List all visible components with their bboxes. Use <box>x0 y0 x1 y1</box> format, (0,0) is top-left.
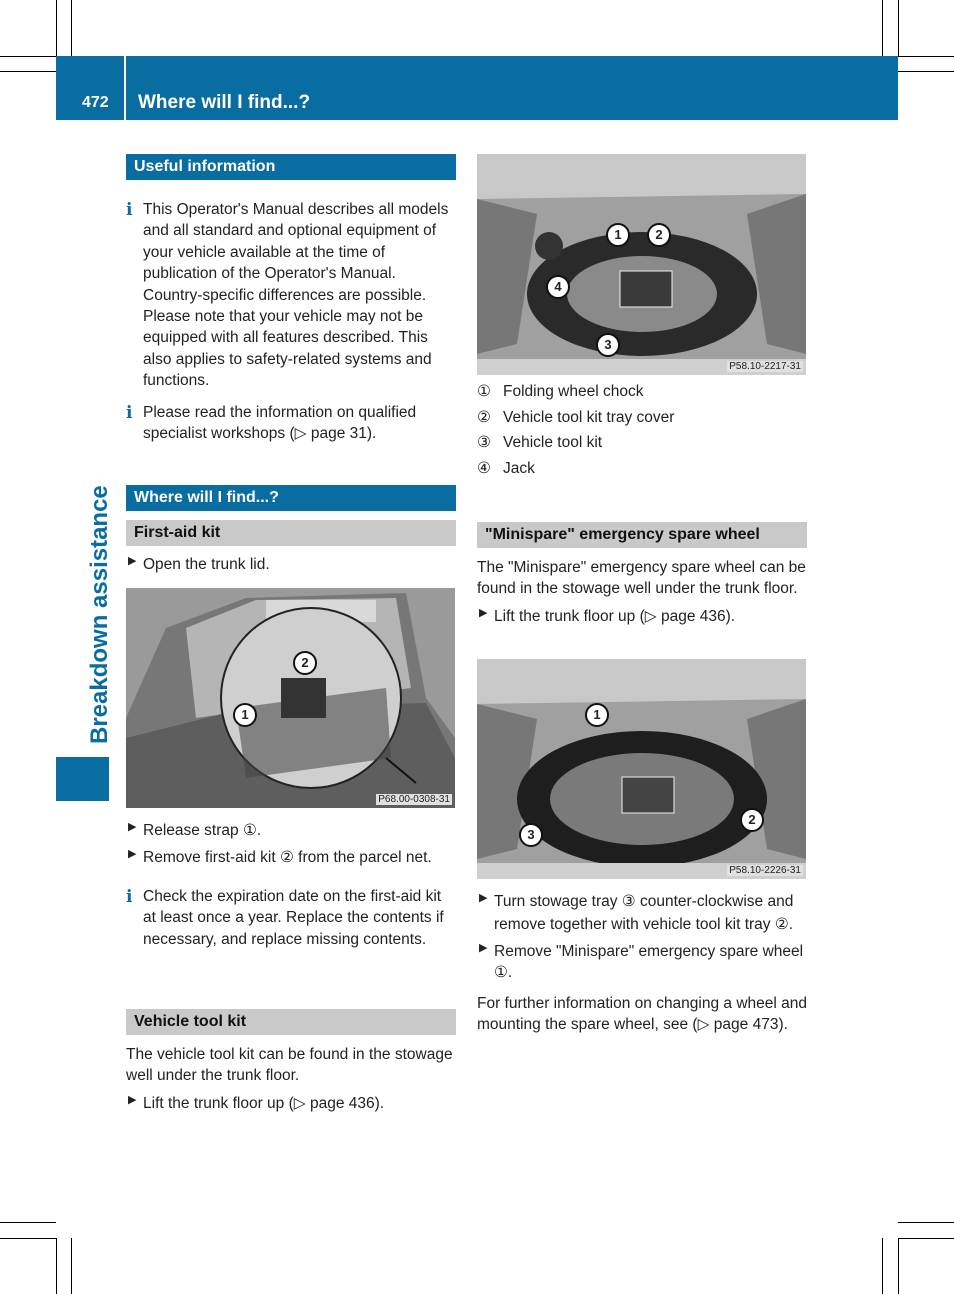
step-arrow-icon: ▶ <box>479 606 488 619</box>
firstaid-steps <box>126 820 456 950</box>
step-item <box>126 554 456 575</box>
crop-mark <box>898 71 954 72</box>
toolkit-legend <box>477 381 807 483</box>
info-text: This Operator's Manual describes all models and all standard and optional equipment of your vehicle available at the time of publication of the Operator's Manual. Country-specific differences are possible. Please note that your vehicle may not be equipped with all features described. This also applies to safety-related systems and functions. <box>143 201 449 390</box>
page-number: 472 <box>82 94 109 111</box>
step-item <box>477 891 807 936</box>
step-arrow-icon: ▶ <box>479 942 488 954</box>
image-code: P68.00-0308-31 <box>378 794 450 805</box>
spare-wheel-photo <box>477 659 806 879</box>
legend-item <box>477 458 807 479</box>
step-arrow-icon: ▶ <box>479 892 488 904</box>
crop-mark <box>71 0 72 56</box>
minispare-heading: "Minispare" emergency spare wheel <box>477 522 807 548</box>
legend-item <box>477 407 807 428</box>
crop-mark <box>56 1238 57 1294</box>
info-icon: i <box>126 200 133 220</box>
further-info-text: For further information on changing a wheel and mounting the spare wheel, see (▷ page 473). <box>477 994 808 1034</box>
step-text: Lift the trunk floor up (▷ page 436). <box>494 607 736 625</box>
where-heading: Where will I find...? <box>126 485 456 511</box>
legend-number: ③ <box>477 434 491 451</box>
callout-4: 4 <box>546 275 570 299</box>
step-text: Turn stowage tray ③ counter-clockwise and remove together with vehicle tool kit tray ②. <box>494 893 794 933</box>
legend-text: Vehicle tool kit tray cover <box>503 408 675 426</box>
step-arrow-icon: ▶ <box>128 821 137 833</box>
crop-mark <box>898 1222 954 1223</box>
callout-1: 1 <box>585 703 609 727</box>
callout-3: 3 <box>596 333 620 357</box>
crop-mark <box>898 56 954 57</box>
step-item <box>126 1093 456 1114</box>
step-text: Release strap ①. <box>143 822 262 839</box>
minispare-text: The "Minispare" emergency spare wheel can be found in the stowage well under the trunk floor. <box>477 559 806 598</box>
crop-mark <box>0 56 56 57</box>
step-item <box>477 606 807 627</box>
info-note <box>126 886 456 950</box>
trunk-photo <box>126 588 455 808</box>
step-arrow-icon: ▶ <box>128 848 137 861</box>
page-header <box>56 56 898 120</box>
useful-info-heading: Useful information <box>126 154 456 180</box>
step-text: Remove "Minispare" emergency spare wheel ①. <box>494 943 804 982</box>
info-text: Please read the information on qualified specialist workshops (▷ page 31). <box>143 403 417 443</box>
callout-2: 2 <box>647 223 671 247</box>
step-text: Lift the trunk floor up (▷ page 436). <box>143 1094 385 1112</box>
crop-mark <box>71 1238 72 1294</box>
section-tab <box>56 757 109 801</box>
legend-text: Folding wheel chock <box>503 383 644 400</box>
toolkit-photo <box>477 154 806 375</box>
toolkit-illustration <box>477 154 806 375</box>
callout-2: 2 <box>293 651 317 675</box>
toolkit-text: The vehicle tool kit can be found in the stowage well under the trunk floor. <box>126 1046 453 1085</box>
legend-text: Jack <box>503 459 535 477</box>
legend-number: ④ <box>477 459 491 477</box>
info-note <box>126 199 456 392</box>
legend-item <box>477 381 807 402</box>
minispare-section <box>477 522 807 627</box>
trunk-illustration <box>126 588 455 808</box>
step-item <box>477 941 807 984</box>
callout-3: 3 <box>519 823 543 847</box>
info-text: Check the expiration date on the first-aid kit at least once a year. Replace the contents if necessary, and replace missing contents. <box>143 887 444 948</box>
legend-number: ② <box>477 408 491 426</box>
side-section-label: Breakdown assistance <box>86 485 113 744</box>
step-text: Remove first-aid kit ② from the parcel net. <box>143 849 432 867</box>
image-code: P58.10-2217-31 <box>729 361 801 372</box>
left-column <box>126 154 456 444</box>
callout-1: 1 <box>606 223 630 247</box>
info-icon: i <box>126 402 133 423</box>
legend-item <box>477 432 807 453</box>
spare-steps <box>477 891 807 1036</box>
callout-1: 1 <box>233 703 257 727</box>
crop-mark <box>882 0 883 56</box>
crop-mark <box>898 1238 899 1294</box>
where-heading-block <box>126 485 456 575</box>
crop-mark <box>882 1238 883 1294</box>
crop-mark <box>56 0 57 56</box>
callout-2: 2 <box>740 808 764 832</box>
crop-mark <box>898 0 899 56</box>
toolkit-section <box>126 1009 456 1114</box>
step-text: Open the trunk lid. <box>143 556 270 573</box>
step-item <box>126 820 456 841</box>
legend-number: ① <box>477 383 491 400</box>
legend-text: Vehicle tool kit <box>503 434 603 451</box>
image-code: P58.10-2226-31 <box>729 865 801 876</box>
step-arrow-icon: ▶ <box>128 1093 137 1106</box>
firstaid-heading: First-aid kit <box>126 520 456 546</box>
info-note <box>126 402 456 445</box>
page-title: Where will I find...? <box>138 92 311 113</box>
crop-mark <box>0 1222 56 1223</box>
step-item <box>126 847 456 868</box>
info-icon: i <box>126 886 133 907</box>
crop-mark <box>0 71 56 72</box>
step-arrow-icon: ▶ <box>128 555 137 567</box>
crop-mark <box>898 1238 954 1239</box>
crop-mark <box>0 1238 56 1239</box>
toolkit-heading: Vehicle tool kit <box>126 1009 456 1035</box>
header-divider <box>124 56 126 120</box>
